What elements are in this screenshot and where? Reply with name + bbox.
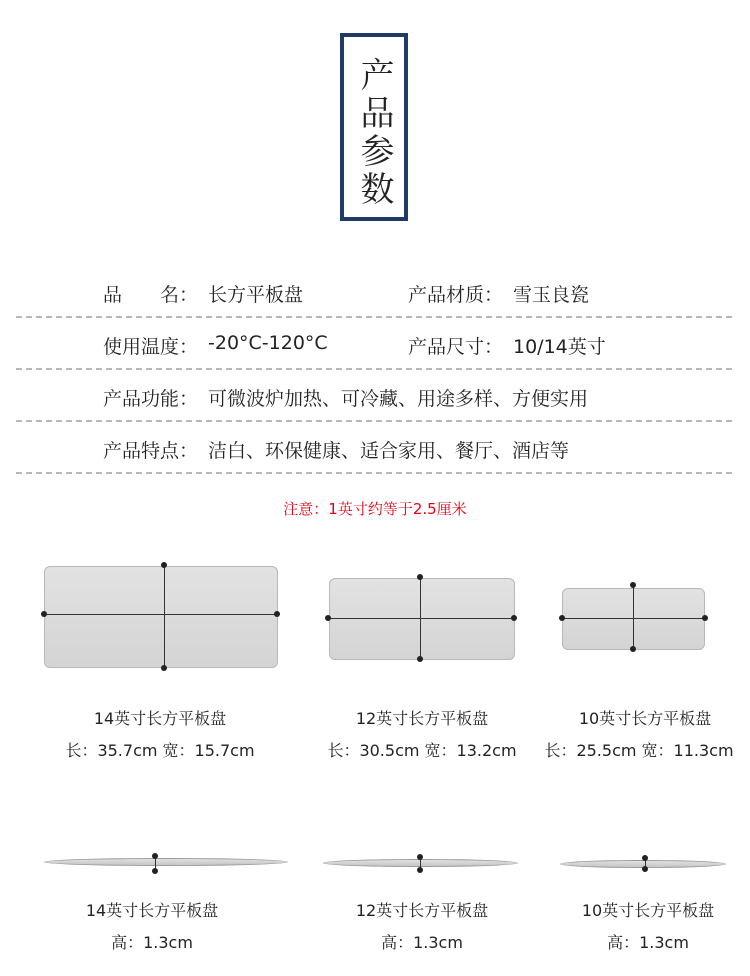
spec-value-function: 可微波炉加热、可冷藏、用途多样、方便实用: [208, 388, 589, 410]
caption-side-name-10: 10英寸长方平板盘: [581, 901, 715, 920]
measure-dot: [511, 615, 517, 621]
separator: [16, 368, 732, 370]
title-box: [340, 33, 408, 221]
measure-dot: [152, 853, 158, 859]
measure-dot: [325, 615, 331, 621]
measure-dot: [630, 582, 636, 588]
spec-value-temperature: -20°C-120°C: [208, 332, 328, 354]
caption-dims-12: 长：30.5cm 宽：13.2cm: [327, 741, 517, 760]
measure-dot: [559, 615, 565, 621]
caption-name-14: 14英寸长方平板盘: [93, 709, 227, 728]
caption-side-height-10: 高：1.3cm: [607, 933, 689, 952]
separator: [16, 420, 732, 422]
spec-value-material: 雪玉良瓷: [513, 284, 590, 306]
spec-label-temperature: 使用温度：: [103, 336, 199, 358]
caption-dims-14: 长：35.7cm 宽：15.7cm: [65, 741, 255, 760]
measure-dot: [642, 855, 648, 861]
caption-name-12: 12英寸长方平板盘: [355, 709, 489, 728]
note-text: 注意：1英寸约等于2.5厘米: [283, 500, 467, 518]
spec-label-name: 品 名：: [103, 284, 199, 306]
measure-dot: [417, 574, 423, 580]
spec-label-size: 产品尺寸：: [408, 336, 504, 358]
spec-label-features: 产品特点：: [103, 440, 199, 462]
separator: [16, 472, 732, 474]
spec-row-1: [0, 280, 750, 320]
spec-value-size: 10/14英寸: [513, 336, 606, 358]
caption-side-name-12: 12英寸长方平板盘: [355, 901, 489, 920]
spec-row-3: [0, 384, 750, 424]
spec-row-4: [0, 436, 750, 476]
measure-dot: [41, 611, 47, 617]
measure-dot: [417, 854, 423, 860]
spec-value-name: 长方平板盘: [208, 284, 304, 306]
caption-side-height-12: 高：1.3cm: [381, 933, 463, 952]
measure-dot: [417, 867, 423, 873]
measure-dot: [642, 866, 648, 872]
caption-side-name-14: 14英寸长方平板盘: [85, 901, 219, 920]
measure-dot: [161, 665, 167, 671]
plate-top-12: [329, 578, 515, 660]
measure-dot: [274, 611, 280, 617]
width-line: [164, 565, 165, 668]
spec-label-function: 产品功能：: [103, 388, 199, 410]
plate-side-14: [44, 858, 288, 866]
caption-side-height-14: 高：1.3cm: [111, 933, 193, 952]
length-line: [44, 614, 278, 615]
page-title: 产品参数: [354, 57, 394, 209]
spec-value-features: 洁白、环保健康、适合家用、餐厅、酒店等: [208, 440, 570, 462]
measure-dot: [630, 646, 636, 652]
width-line: [633, 585, 634, 649]
spec-label-material: 产品材质：: [408, 284, 504, 306]
separator: [16, 316, 732, 318]
width-line: [420, 577, 421, 659]
caption-dims-10: 长：25.5cm 宽：11.3cm: [544, 741, 734, 760]
measure-dot: [152, 868, 158, 874]
measure-dot: [161, 562, 167, 568]
length-line: [328, 618, 514, 619]
plate-top-14: [44, 566, 278, 668]
measure-dot: [417, 656, 423, 662]
spec-row-2: [0, 332, 750, 372]
caption-name-10: 10英寸长方平板盘: [578, 709, 712, 728]
measure-dot: [702, 615, 708, 621]
